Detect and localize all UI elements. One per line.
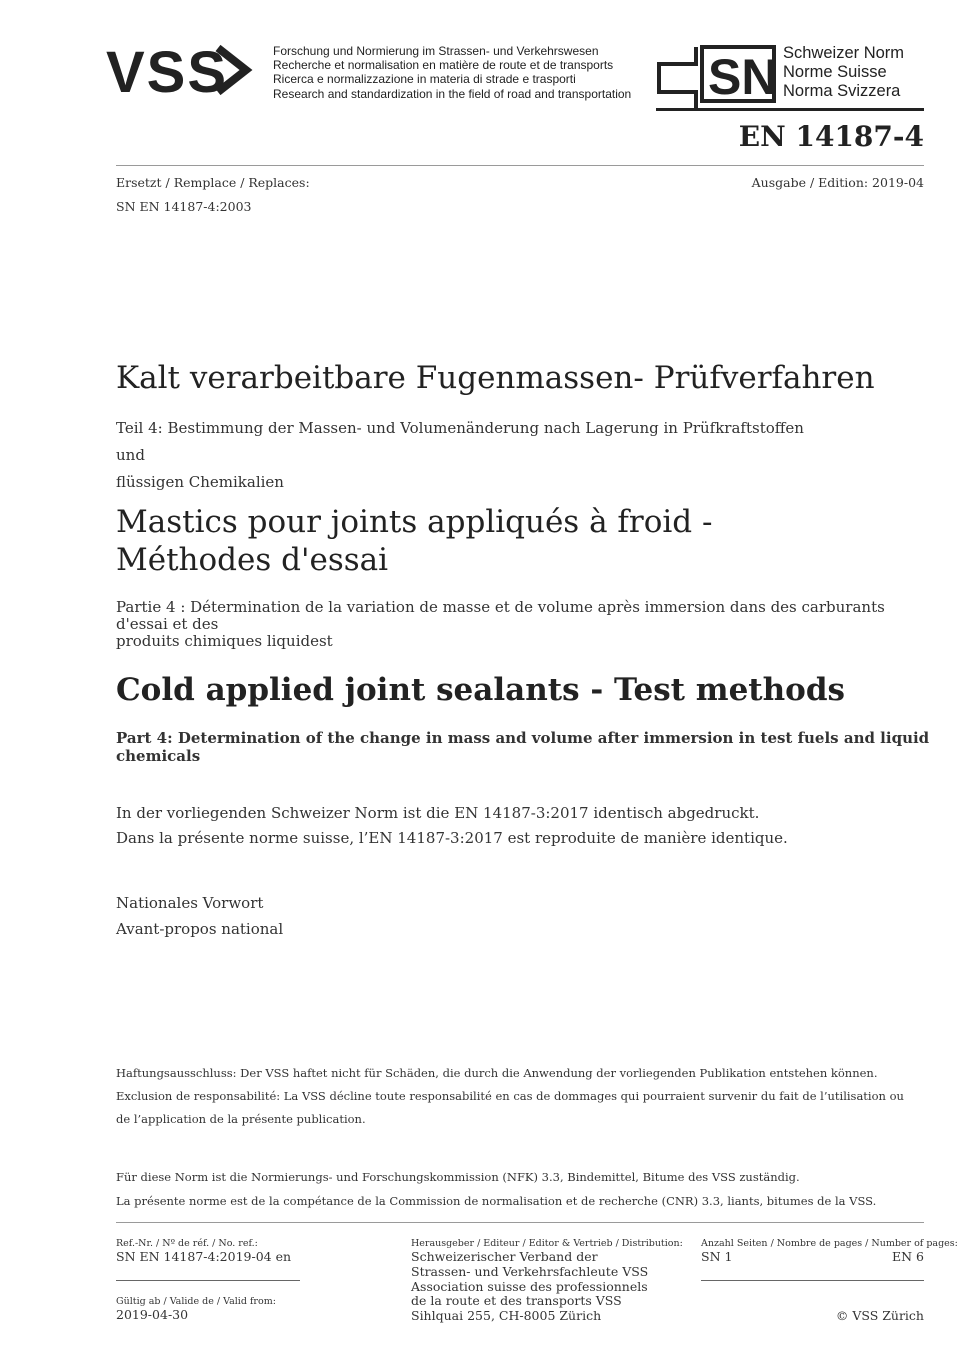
sn-logo (656, 44, 780, 114)
replaces-value: SN EN 14187-4:2003 (116, 199, 252, 214)
disclaimer-german: Haftungsausschluss: Der VSS haftet nicht für Schäden, die durch die Anwendung der vorliegenden Publikation entstehen können. (116, 1066, 878, 1080)
pages-label: Anzahl Seiten / Nombre de pages / Number of pages: (701, 1238, 958, 1249)
disclaimer-french-line-1: Exclusion de responsabilité: La VSS décline toute responsabilité en cas de dommages qui pourraient survenir du fait de l’utilisation ou (116, 1089, 904, 1103)
svg-text:SN: SN (708, 49, 778, 105)
responsibility-french: La présente norme est de la compétance de la Commission de normalisation et de recherche (CNR) 3.3, liants, bitumes de la VSS. (116, 1194, 877, 1208)
title-french-line-2: Méthodes d'essai (116, 542, 389, 578)
vss-line-en: Research and standardization in the field of road and transportation (273, 86, 632, 101)
national-foreword-french: Avant-propos national (116, 920, 284, 938)
vss-logo (106, 40, 266, 100)
disclaimer-french-line-2: de l’application de la présente publication. (116, 1112, 366, 1126)
title-french-line-1: Mastics pour joints appliqués à froid - (116, 504, 713, 540)
vss-description (273, 44, 631, 101)
vss-line-it: Ricerca e normalizzazione in materia di strade e trasporti (273, 72, 576, 87)
pages-divider (701, 1280, 924, 1281)
valid-label: Gültig ab / Valide de / Valid from: (116, 1296, 276, 1307)
pages-en: EN 6 (892, 1249, 924, 1264)
publisher-address (411, 1250, 648, 1324)
copyright: © VSS Zürich (835, 1308, 924, 1323)
subtitle-german (116, 415, 836, 496)
national-foreword-german: Nationales Vorwort (116, 894, 264, 912)
replaces-label: Ersetzt / Remplace / Replaces: (116, 175, 310, 190)
publisher-line: Strassen- und Verkehrsfachleute VSS (411, 1263, 649, 1279)
subtitle-french-line-1: Partie 4 : Détermination de la variation de masse et de volume après immersion dans des carburants d'essai et des (116, 598, 885, 633)
subtitle-french-line-2: produits chimiques liquidest (116, 632, 333, 650)
identical-note-german: In der vorliegenden Schweizer Norm ist die EN 14187-3:2017 identisch abgedruckt. (116, 804, 760, 822)
subtitle-german-line-1: Teil 4: Bestimmung der Massen- und Volumenänderung nach Lagerung in Prüfkraftstoffen und (116, 419, 804, 464)
responsibility-german: Für diese Norm ist die Normierungs- und Forschungskommission (NFK) 3.3, Bindemittel, Bitume des VSS zuständig. (116, 1170, 800, 1184)
publisher-line: Association suisse des professionnels (411, 1278, 648, 1294)
edition: Ausgabe / Edition: 2019-04 (751, 175, 924, 190)
svg-text:VSS: VSS (106, 40, 229, 100)
ref-value: SN EN 14187-4:2019-04 en (116, 1249, 292, 1264)
ref-label: Ref.-Nr. / Nº de réf. / No. ref.: (116, 1238, 258, 1249)
publisher-line: Schweizerischer Verband der (411, 1249, 598, 1264)
footer-divider (116, 1222, 924, 1223)
title-english: Cold applied joint sealants - Test methods (116, 672, 845, 708)
standard-number: EN 14187-4 (738, 120, 924, 153)
publisher-line: Sihlquai 255, CH-8005 Zürich (411, 1308, 602, 1324)
sn-description (783, 44, 904, 101)
valid-value: 2019-04-30 (116, 1307, 189, 1322)
sn-line-it: Norma Svizzera (783, 82, 901, 100)
sn-line-de: Schweizer Norm (783, 44, 905, 62)
sn-underline (656, 108, 924, 111)
pages-sn: SN 1 (701, 1249, 733, 1264)
subtitle-french (116, 599, 931, 650)
title-french (116, 503, 716, 579)
title-german: Kalt verarbeitbare Fugenmassen- Prüfverfahren (116, 360, 875, 396)
vss-line-de: Forschung und Normierung im Strassen- und Verkehrswesen (273, 44, 599, 58)
publisher-label: Herausgeber / Editeur / Editor & Vertrieb / Distribution: (411, 1238, 683, 1249)
ref-divider (116, 1280, 300, 1281)
header-divider (116, 165, 924, 166)
subtitle-english: Part 4: Determination of the change in mass and volume after immersion in test fuels and liquid chemicals (116, 729, 930, 765)
sn-line-fr: Norme Suisse (783, 63, 887, 81)
subtitle-german-line-2: flüssigen Chemikalien (116, 473, 284, 491)
identical-note-french: Dans la présente norme suisse, l’EN 14187-3:2017 est reproduite de manière identique. (116, 829, 788, 847)
publisher-line: de la route et des transports VSS (411, 1293, 622, 1309)
vss-line-fr: Recherche et normalisation en matière de route et de transports (273, 58, 614, 73)
